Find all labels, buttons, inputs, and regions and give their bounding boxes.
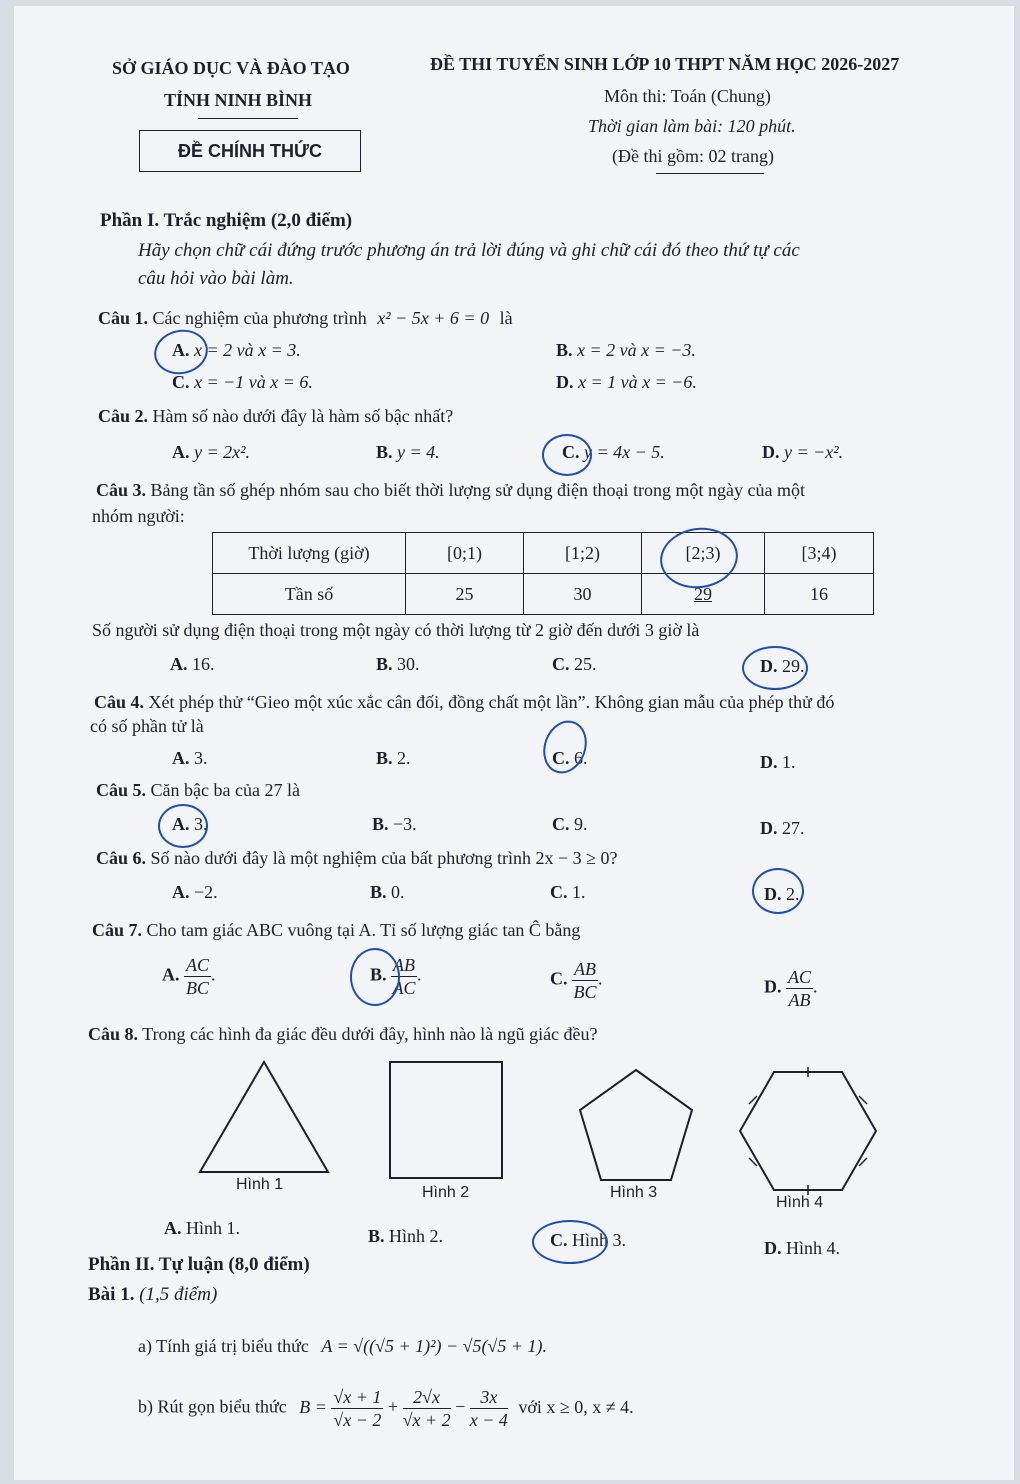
q5-option-c: C. 9. <box>552 814 588 834</box>
exam-time: Thời gian làm bài: 120 phút. <box>588 116 796 136</box>
q4-text-1: Xét phép thử “Gieo một xúc xắc cân đối, đồng chất một lần”. Không gian mẫu của phép thử đó <box>148 692 835 712</box>
part2-title: Phần II. Tự luận (8,0 điểm) <box>88 1254 310 1275</box>
q7-stem <box>92 920 580 941</box>
q3-stem <box>96 480 805 501</box>
q4-text-2: có số phần tử là <box>90 716 204 736</box>
q1-option-c: C. x = −1 và x = 6. <box>172 372 313 392</box>
dept-name: SỞ GIÁO DỤC VÀ ĐÀO TẠO <box>112 58 350 78</box>
bai1-b-label: b) Rút gọn biểu thức <box>138 1396 287 1417</box>
q2-text: Hàm số nào dưới đây là hàm số bậc nhất? <box>152 406 454 426</box>
q3-option-d: D. 29. <box>760 656 805 676</box>
q3-text-1: Bảng tần số ghép nhóm sau cho biết thời lượng sử dụng điện thoại trong một ngày của một <box>150 480 805 500</box>
frequency-table <box>212 532 874 615</box>
q2-label: Câu 2. <box>98 406 149 426</box>
q5-label: Câu 5. <box>96 780 147 800</box>
exam-paper <box>14 6 1014 1480</box>
q1-option-a: A. x = 2 và x = 3. <box>172 340 301 360</box>
q8-label: Câu 8. <box>88 1024 139 1044</box>
official-badge: ĐỀ CHÍNH THỨC <box>139 130 361 172</box>
figure-3-label: Hình 3 <box>610 1184 658 1201</box>
answer-circle-q1 <box>150 325 212 379</box>
bai1-label: Bài 1. <box>88 1284 135 1305</box>
square-figure <box>386 1058 506 1182</box>
exam-title: ĐỀ THI TUYỂN SINH LỚP 10 THPT NĂM HỌC 2026-2027 <box>430 54 900 74</box>
pentagon-figure <box>574 1066 698 1186</box>
triangle-figure <box>194 1058 334 1178</box>
q1-tail: là <box>499 308 513 328</box>
bai1-b: b) Rút gọn biểu thức B = $\frac{√x + 1}{√x - 2}$ + $\frac{2√x}{√x + 2}$ − $\frac{3x}{x - 4}$ với x ≥ 0, x ≠ 4. <box>138 1387 634 1430</box>
table-cell: [0;1) <box>406 533 524 574</box>
q3-question: Số người sử dụng điện thoại trong một ngày có thời lượng từ 2 giờ đến dưới 3 giờ là <box>92 620 700 640</box>
q4-option-b: B. 2. <box>376 748 411 768</box>
q4-stem <box>94 692 834 713</box>
q3-option-b: B. 30. <box>376 654 420 674</box>
q2-stem <box>98 406 453 427</box>
q8-option-c: C. Hình 3. <box>550 1230 626 1250</box>
table-row <box>213 574 874 615</box>
table-cell: Tần số <box>213 574 406 615</box>
part1-instruction-1: Hãy chọn chữ cái đứng trước phương án trả lời đúng và ghi chữ cái đó theo thứ tự các <box>138 240 800 261</box>
q6-option-d: D. 2. <box>764 884 800 904</box>
figure-1-label: Hình 1 <box>236 1176 284 1193</box>
q8-text: Trong các hình đa giác đều dưới đây, hình nào là ngũ giác đều? <box>142 1024 598 1044</box>
q2-option-a: A. y = 2x². <box>172 442 251 462</box>
q6-stem <box>96 848 618 869</box>
q5-text: Căn bậc ba của 27 là <box>150 780 300 800</box>
answer-circle-q4 <box>536 714 594 779</box>
answer-circle-q2 <box>542 434 592 476</box>
q4-option-d: D. 1. <box>760 752 796 772</box>
q2-option-c: C. y = 4x − 5. <box>562 442 665 462</box>
q6-text: Số nào dưới đây là một nghiệm của bất phương trình 2x − 3 ≥ 0? <box>150 848 618 868</box>
q7-option-d: D. $\frac{AC}{AB}$ . <box>764 967 818 1010</box>
table-cell: [1;2) <box>524 533 642 574</box>
hexagon-figure <box>736 1066 880 1196</box>
q7-option-c: C. $\frac{AB}{BC}$ . <box>550 959 603 1002</box>
bai1-b-condition: với x ≥ 0, x ≠ 4. <box>518 1396 634 1417</box>
q8-option-a: A. Hình 1. <box>164 1218 240 1238</box>
table-cell: [3;4) <box>765 533 874 574</box>
q3-text-2: nhóm người: <box>92 506 185 526</box>
bai1-a-label: a) Tính giá trị biểu thức <box>138 1336 309 1356</box>
answer-circle-q7 <box>350 948 400 1006</box>
q8-option-b: B. Hình 2. <box>368 1226 444 1246</box>
q1-stem <box>98 308 513 329</box>
q6-option-c: C. 1. <box>550 882 586 902</box>
q2-option-d: D. y = −x². <box>762 442 844 462</box>
table-cell: [2;3) <box>642 533 765 574</box>
q1-equation: x² − 5x + 6 = 0 <box>377 308 490 328</box>
q5-stem <box>96 780 300 801</box>
q4-option-a: A. 3. <box>172 748 208 768</box>
bai1-points: (1,5 điểm) <box>139 1284 218 1305</box>
q4-option-c: C. 6. <box>552 748 588 768</box>
table-cell: 29 <box>642 574 765 615</box>
figure-2-label: Hình 2 <box>422 1184 470 1201</box>
exam-subject: Môn thi: Toán (Chung) <box>604 86 771 106</box>
header-underline <box>198 118 298 119</box>
q7-label: Câu 7. <box>92 920 143 940</box>
part1-title: Phần I. Trắc nghiệm (2,0 điểm) <box>100 210 353 231</box>
table-cell: 30 <box>524 574 642 615</box>
figure-4-label: Hình 4 <box>776 1194 824 1211</box>
q3-label: Câu 3. <box>96 480 147 500</box>
pages-underline <box>656 173 764 174</box>
table-cell: Thời lượng (giờ) <box>213 533 406 574</box>
q6-option-a: A. −2. <box>172 882 218 902</box>
q6-option-b: B. 0. <box>370 882 405 902</box>
answer-circle-q5 <box>158 804 208 848</box>
q3-option-c: C. 25. <box>552 654 597 674</box>
q1-text: Các nghiệm của phương trình <box>152 308 367 328</box>
table-cell: 16 <box>765 574 874 615</box>
q1-label: Câu 1. <box>98 308 149 328</box>
q8-stem <box>88 1024 598 1045</box>
q6-label: Câu 6. <box>96 848 147 868</box>
q5-option-a: A. 3. <box>172 814 208 834</box>
q5-option-d: D. 27. <box>760 818 805 838</box>
province-name: TỈNH NINH BÌNH <box>164 90 313 110</box>
table-row <box>213 533 874 574</box>
answer-circle-q6 <box>752 868 804 914</box>
q7-text: Cho tam giác ABC vuông tại A. Tỉ số lượng giác tan Ĉ bằng <box>146 920 581 940</box>
bai1-heading <box>88 1284 217 1306</box>
bai1-a <box>138 1336 547 1357</box>
q7-option-a: A. $\frac{AC}{BC}$ . <box>162 955 216 998</box>
q4-label: Câu 4. <box>94 692 145 712</box>
q1-option-d: D. x = 1 và x = −6. <box>556 372 697 392</box>
q8-option-d: D. Hình 4. <box>764 1238 840 1258</box>
bai1-a-expression: A = √((√5 + 1)²) − √5(√5 + 1). <box>321 1336 548 1356</box>
answer-circle-q8 <box>532 1220 608 1264</box>
q2-option-b: B. y = 4. <box>376 442 440 462</box>
q1-option-b: B. x = 2 và x = −3. <box>556 340 696 360</box>
exam-pages: (Đề thi gồm: 02 trang) <box>612 146 774 166</box>
answer-circle-q3 <box>742 646 808 690</box>
q7-option-b: B. $\frac{AB}{AC}$ . <box>370 955 422 998</box>
part1-instruction-2: câu hỏi vào bài làm. <box>138 268 294 289</box>
q3-option-a: A. 16. <box>170 654 215 674</box>
table-cell: 25 <box>406 574 524 615</box>
q5-option-b: B. −3. <box>372 814 417 834</box>
